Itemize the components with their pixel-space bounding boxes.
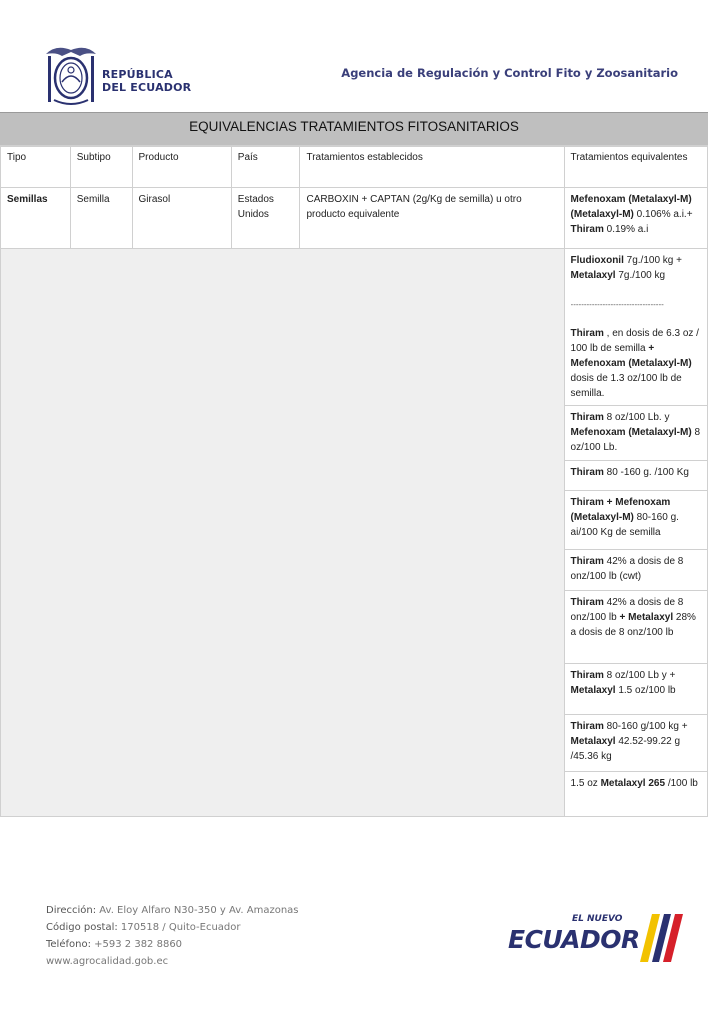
dose-text: 7g./100 kg: [615, 270, 666, 281]
dose-text: /100 lb: [665, 778, 698, 789]
product-name: Metalaxyl: [570, 736, 616, 747]
el-nuevo-text: EL NUEVO: [572, 914, 623, 924]
product-name: Mefenoxam (Metalaxyl-M): [570, 427, 692, 438]
dose-text: 0.19% a.i: [603, 224, 649, 235]
dose-text: 8 oz/100 Lb.: [570, 427, 701, 453]
header-pais: País: [231, 146, 300, 188]
table-row: [1, 188, 708, 249]
header-producto: Producto: [132, 146, 231, 188]
cell-equivalente: [564, 772, 707, 817]
footer-contact: [46, 902, 299, 970]
product-name: + Mefenoxam (Metalaxyl-M): [570, 343, 692, 369]
dose-text: 80 -160 g. /100 Kg: [603, 467, 689, 478]
cell-equivalente: [564, 715, 707, 772]
cell-subtipo: Semilla: [70, 188, 132, 249]
product-name: Metalaxyl: [570, 685, 616, 696]
product-name: Thiram: [570, 670, 604, 681]
footer-website[interactable]: www.agrocalidad.gob.ec: [46, 956, 169, 967]
dose-text: 8 oz/100 Lb. y: [603, 412, 670, 423]
separator-line: -----------------------------------: [570, 300, 664, 309]
product-name: Thiram: [570, 224, 604, 235]
dose-text: , en dosis de 6.3 oz / 100 lb de semilla: [570, 328, 699, 354]
cell-equivalente: [564, 249, 707, 406]
product-name: Thiram: [570, 412, 604, 423]
dose-text: dosis de 1.3 oz/100 lb de semilla.: [570, 373, 682, 399]
republica-text: [102, 68, 191, 94]
dose-text: 80-160 g/100 kg +: [603, 721, 688, 732]
footer-address: [46, 902, 299, 919]
flag-stripes-icon: [638, 914, 684, 962]
el-nuevo-ecuador-logo: [508, 912, 684, 964]
cell-equivalente: [564, 550, 707, 591]
postal-value: 170518 / Quito-Ecuador: [117, 922, 241, 933]
dose-text: 42% a dosis de 8 onz/100 lb: [570, 597, 684, 623]
equivalent-text: [571, 326, 701, 401]
dose-text: 42.52-99.22 g /45.36 kg: [570, 736, 681, 762]
header-tratamientos-equivalentes: Tratamientos equivalentes: [564, 146, 707, 188]
product-name: Metalaxyl: [570, 270, 616, 281]
product-name: Metalaxyl 265: [600, 778, 666, 789]
product-name: Thiram + Mefenoxam: [570, 497, 671, 508]
republica-logo: [42, 40, 192, 110]
republica-line-1: REPÚBLICA: [102, 68, 173, 81]
table-header-row: [1, 146, 708, 188]
header-tratamientos-establecidos: Tratamientos establecidos: [300, 146, 564, 188]
cell-equivalente: [564, 591, 707, 664]
table-row: [1, 249, 708, 406]
product-name: Thiram: [570, 328, 604, 339]
address-value: Av. Eloy Alfaro N30-350 y Av. Amazonas: [96, 905, 299, 916]
product-name: Fludioxonil: [570, 255, 624, 266]
product-name: (Metalaxyl-M): [570, 512, 634, 523]
empty-merged-cell: [1, 249, 565, 817]
equivalent-text: [571, 253, 701, 283]
republica-line-2: DEL ECUADOR: [102, 81, 192, 94]
treatments-table: [0, 145, 708, 817]
header-subtipo: Subtipo: [70, 146, 132, 188]
cell-tipo: Semillas: [1, 188, 71, 249]
phone-value: +593 2 382 8860: [90, 939, 183, 950]
ecuador-wordmark: ECUADOR: [508, 925, 640, 954]
cell-pais: Estados Unidos: [231, 188, 300, 249]
cell-equivalente: [564, 188, 707, 249]
footer-postal: [46, 919, 299, 936]
cell-tratamientos-establecidos: CARBOXIN + CAPTAN (2g/Kg de semilla) u otro producto equivalente: [300, 188, 564, 249]
product-name: Thiram: [570, 467, 604, 478]
dose-text: 42% a dosis de 8 onz/100 lb (cwt): [570, 556, 684, 582]
coat-of-arms-icon: [42, 42, 100, 108]
dose-text: 1.5 oz: [570, 778, 601, 789]
dose-text: 7g./100 kg +: [623, 255, 682, 266]
page-title: EQUIVALENCIAS TRATAMIENTOS FITOSANITARIOS: [0, 112, 708, 147]
footer-phone: [46, 936, 299, 953]
cell-equivalente: [564, 491, 707, 550]
cell-equivalente: [564, 461, 707, 491]
header-tipo: Tipo: [1, 146, 71, 188]
product-name: Mefenoxam (Metalaxyl-M) (Metalaxyl-M): [570, 194, 692, 220]
dose-text: 0.106% a.i.+: [633, 209, 693, 220]
product-name: Thiram: [570, 721, 604, 732]
dose-text: 80-160 g. ai/100 Kg de semilla: [570, 512, 679, 538]
dose-text: 1.5 oz/100 lb: [615, 685, 676, 696]
postal-label: Código postal:: [46, 922, 118, 933]
address-label: Dirección:: [46, 905, 97, 916]
product-name: + Metalaxyl: [619, 612, 674, 623]
dose-text: 28% a dosis de 8 onz/100 lb: [570, 612, 696, 638]
product-name: Thiram: [570, 597, 604, 608]
cell-equivalente: [564, 664, 707, 715]
dose-text: 8 oz/100 Lb y +: [603, 670, 676, 681]
phone-label: Teléfono:: [46, 939, 91, 950]
cell-producto: Girasol: [132, 188, 231, 249]
product-name: Thiram: [570, 556, 604, 567]
agency-name: Agencia de Regulación y Control Fito y Zoosanitario: [341, 66, 678, 80]
cell-equivalente: [564, 406, 707, 461]
